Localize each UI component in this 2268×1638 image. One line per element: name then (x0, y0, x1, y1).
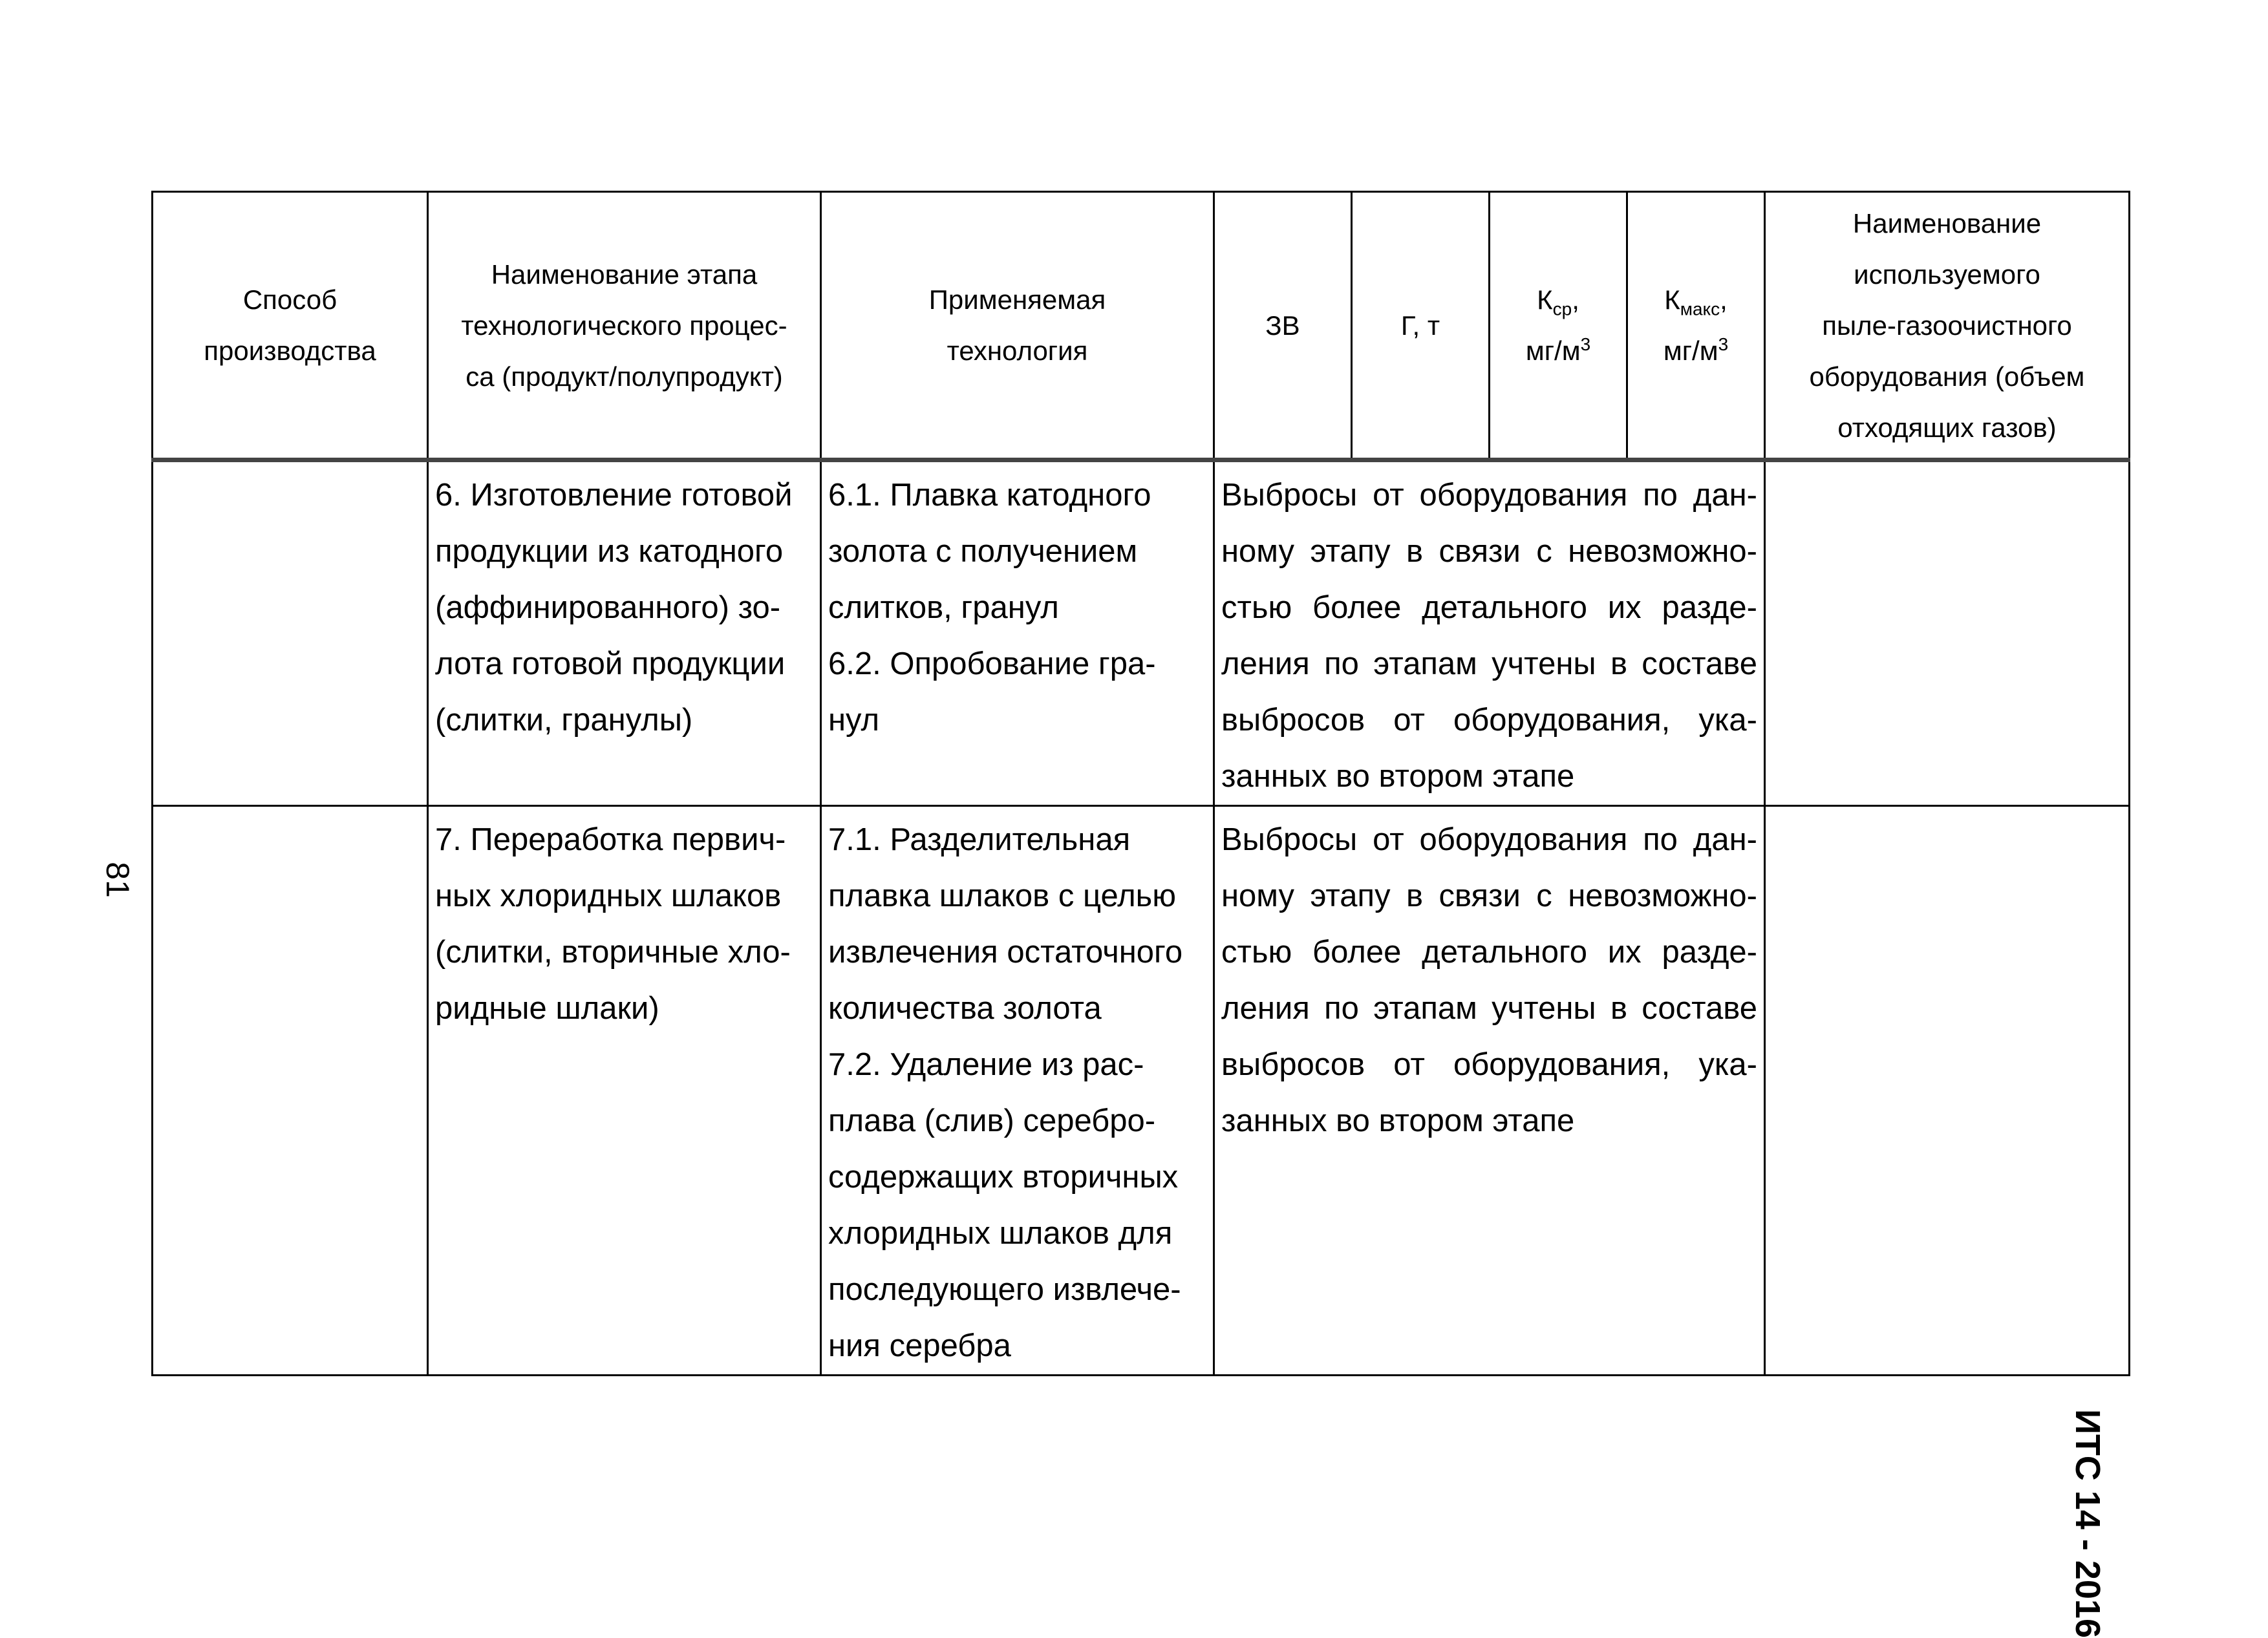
cell-emissions: Выбросы от оборудования по дан- ному этапу в связи с невозможно- стью более детального их разде- ления по этапам учтены в составе выбросов от оборудования, ука- занных во втором этапе (1214, 460, 1765, 806)
header-pollutant: ЗВ (1214, 192, 1352, 460)
table-header-row (153, 192, 2130, 460)
emissions-table (151, 191, 2130, 1376)
cell-technology: 6.1. Плавка катодного золота с получением слитков, гранул 6.2. Опробование гра- нул (821, 460, 1214, 806)
cell-emissions: Выбросы от оборудования по дан- ному этапу в связи с невозможно- стью более детального их разде- ления по этапам учтены в составе выбросов от оборудования, ука- занных во втором этапе (1214, 806, 1765, 1376)
header-cleaning-equipment: Наименование используемого пыле-газоочистного оборудования (объем отходящих газов) (1765, 192, 2130, 460)
table-row (153, 806, 2130, 1376)
page-number: 81 (100, 862, 136, 898)
cell-equipment (1765, 806, 2130, 1376)
header-stage-name: Наименование этапа технологического процес- са (продукт/полупродукт) (428, 192, 821, 460)
header-production-method: Способ производства (153, 192, 428, 460)
header-k-avg: $К_{ср}$, $мг/м^3$ (1490, 192, 1627, 460)
table-row (153, 460, 2130, 806)
header-technology: Применяемая технология (821, 192, 1214, 460)
cell-stage: 6. Изготовление готовой продукции из катодного (аффинированного) зо- лота готовой продукции (слитки, гранулы) (428, 460, 821, 806)
cell-method (153, 460, 428, 806)
cell-method (153, 806, 428, 1376)
cell-equipment (1765, 460, 2130, 806)
header-k-max: $К_{макс}$, $мг/м^3$ (1627, 192, 1765, 460)
cell-stage: 7. Переработка первич- ных хлоридных шлаков (слитки, вторичные хло- ридные шлаки) (428, 806, 821, 1376)
cell-technology: 7.1. Разделительная плавка шлаков с целью извлечения остаточного количества золота 7.2. Удаление из рас- плава (слив) серебро- содержащих вторичных хлоридных шлаков для последующего извлече- ния серебра (821, 806, 1214, 1376)
document-code: ИТС 14 - 2016 (2068, 1409, 2107, 1638)
header-mass: Г, т (1352, 192, 1490, 460)
